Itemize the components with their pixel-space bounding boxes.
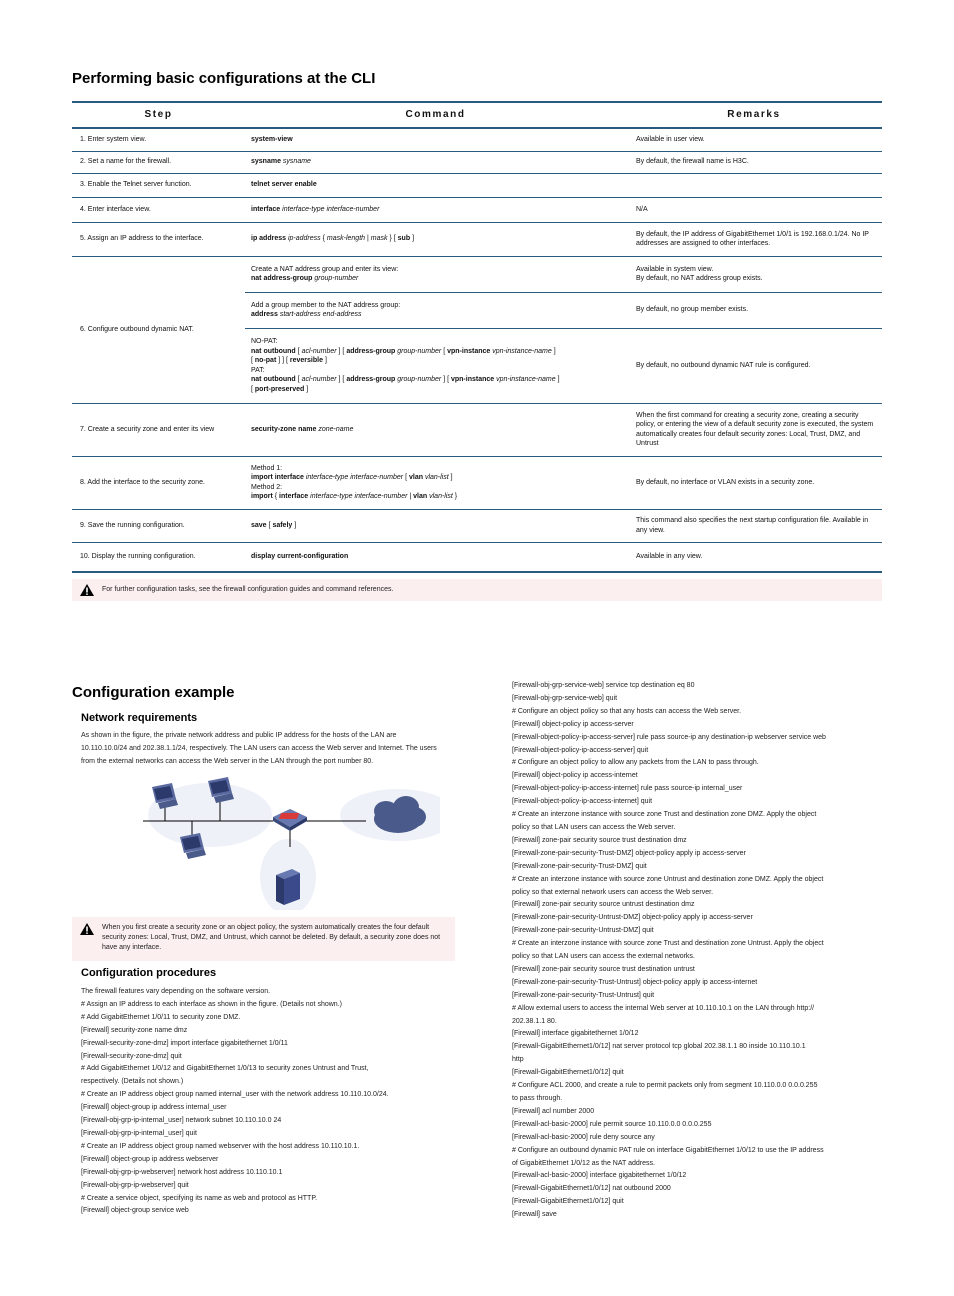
step-cell: 6. Configure outbound dynamic NAT.	[72, 256, 245, 403]
remark-cell: Available in user view.	[626, 128, 882, 151]
procedure-line: policy so that LAN users can access the Web server.	[512, 823, 676, 831]
header-step: Step	[72, 102, 245, 128]
procedure-line: [Firewall-GigabitEthernet1/0/12] quit	[512, 1198, 624, 1206]
cmd-arg: ip-address	[287, 235, 321, 243]
cmd-arg: interface-type interface-number	[282, 205, 380, 213]
table-row	[72, 222, 882, 256]
network-diagram	[140, 775, 440, 910]
firewall-icon	[273, 809, 307, 831]
cmd-arg: sysname	[282, 158, 311, 166]
section-title-example: Configuration example	[72, 684, 235, 701]
step-cell: 9. Save the running configuration.	[72, 509, 245, 542]
procedure-line: # Configure ACL 2000, and create a rule to permit packets only from segment 10.110.0.0 0.0.0.255	[512, 1082, 818, 1090]
procedure-line: respectively. (Details not shown.)	[81, 1078, 184, 1086]
step-cell: 1. Enter system view.	[72, 128, 245, 151]
procedure-line: [Firewall-object-policy-ip-access-internet] rule pass source-ip internal_user	[512, 785, 743, 793]
cmd-line: nat outbound [ acl-number ] [ address-group group-number [ vpn-instance vpn-instance-name ]	[251, 347, 556, 355]
table-row	[72, 456, 882, 509]
cmd-keyword: nat address-group	[251, 275, 313, 282]
procedure-line: [Firewall] object-group ip address internal_user	[81, 1104, 227, 1112]
header-remarks: Remarks	[626, 102, 882, 128]
procedure-line: [Firewall] acl number 2000	[512, 1107, 595, 1115]
step-cell: 7. Create a security zone and enter its view	[72, 403, 245, 456]
cmd-line: import interface interface-type interface-number [ vlan vlan-list ]	[251, 474, 453, 481]
procedure-line: The firewall features vary depending on the software version.	[81, 988, 271, 995]
remark-cell: When the first command for creating a security zone, creating a security policy, or entering the view of a default security zone is executed, the system automatically creates four default security zones: Local, Trust, DMZ, and Untrust	[626, 403, 882, 456]
procedure-line: [Firewall-obj-grp-service-web] service tcp destination eq 80	[512, 682, 695, 689]
command-cell	[245, 197, 626, 222]
cmd-arg: start-address end-address	[279, 311, 362, 318]
command-cell	[245, 222, 626, 256]
procedure-line: [Firewall-GigabitEthernet1/0/12] nat server protocol tcp global 202.38.1.1 80 inside 10.110.10.1	[512, 1043, 806, 1051]
procedure-line: [Firewall-GigabitEthernet1/0/12] quit	[512, 1069, 624, 1077]
remark-cell: By default, no interface or VLAN exists in a security zone.	[626, 456, 882, 509]
table-row	[72, 173, 882, 197]
procedure-line: of GigabitEthernet 1/0/12 as the NAT address.	[512, 1159, 655, 1167]
procedure-line: [Firewall] object-group service web	[81, 1207, 189, 1215]
warning-triangle-icon	[80, 584, 94, 596]
cmd-line: [ no-pat ] ] [ reversible ]	[251, 357, 327, 364]
table-row	[72, 542, 882, 572]
procedure-line: [Firewall-zone-pair-security-Trust-Untrust] object-policy apply ip access-internet	[512, 978, 758, 986]
procedure-line: [Firewall-obj-grp-service-web] quit	[512, 694, 618, 702]
command-cell	[245, 256, 626, 292]
cmd-desc: Add a group member to the NAT address group:	[251, 301, 401, 309]
step-cell: 4. Enter interface view.	[72, 197, 245, 222]
cmd-keyword: security-zone name	[251, 425, 317, 433]
remark-line: Available in system view.	[636, 265, 714, 273]
remark-cell: By default, the IP address of GigabitEthernet 1/0/1 is 192.168.0.1/24. No IP addresses are assigned to other interfaces.	[626, 222, 882, 256]
network-requirements-text: As shown in the figure, the private network address and public IP address for the hosts of the LAN are 10.110.10.0/24 and 202.38.1.1/24, respectively. The LAN users can access the Web server and Internet. The users from the external networks can access the Web server in the LAN through the port number 80.	[81, 732, 437, 765]
procedure-line: [Firewall-GigabitEthernet1/0/12] nat outbound 2000	[512, 1185, 671, 1193]
procedure-line: [Firewall-obj-grp-ip-webserver] quit	[81, 1181, 189, 1189]
cli-steps-table	[72, 101, 882, 573]
cmd-text: ]	[412, 235, 415, 243]
cmd-desc: NO-PAT:	[251, 338, 278, 345]
step-cell: 10. Display the running configuration.	[72, 542, 245, 572]
procedure-line: # Configure an object policy so that any hosts can access the Web server.	[512, 707, 742, 715]
cmd-text: ]	[294, 521, 297, 529]
procedure-line: [Firewall] object-policy ip access-server	[512, 720, 634, 728]
procedure-line: # Assign an IP address to each interface as shown in the figure. (Details not shown.)	[81, 1000, 342, 1008]
command-cell: display current-configuration	[245, 542, 626, 572]
procedure-line: # Create an interzone instance with source zone Trust and destination zone DMZ. Apply the object	[512, 811, 817, 819]
cmd-keyword: address	[251, 311, 278, 318]
cmd-text: } [	[389, 235, 396, 243]
cmd-arg: mask-length	[326, 235, 366, 243]
cmd-desc: Create a NAT address group and enter its view:	[251, 265, 399, 273]
remark-cell	[626, 256, 882, 292]
procedure-line: [Firewall] zone-pair security source untrust destination dmz	[512, 901, 695, 909]
procedure-line: 202.38.1.1 80.	[512, 1017, 557, 1025]
procedure-line: policy so that external network users can access the Web server.	[512, 888, 714, 896]
configuration-procedures-title: Configuration procedures	[81, 967, 217, 979]
procedure-line: [Firewall] security-zone name dmz	[81, 1026, 188, 1034]
procedure-line: # Create an IP address object group named webserver with the host address 10.110.10.1.	[81, 1142, 360, 1150]
cmd-keyword: safely	[272, 521, 293, 529]
table-row	[72, 151, 882, 173]
procedure-line: # Allow external users to access the internal Web server at 10.110.10.1 on the LAN through http://	[512, 1004, 815, 1012]
procedure-lines-right	[512, 680, 882, 1222]
procedure-line: [Firewall-object-policy-ip-access-internet] quit	[512, 798, 653, 806]
command-cell: telnet server enable	[245, 173, 626, 197]
procedure-line: [Firewall-security-zone-dmz] quit	[81, 1052, 182, 1060]
cmd-desc: Method 1:	[251, 464, 283, 472]
procedure-line: [Firewall-object-policy-ip-access-server] quit	[512, 746, 649, 754]
procedure-line: [Firewall] object-group ip address webserver	[81, 1155, 219, 1163]
command-cell	[245, 403, 626, 456]
procedure-line: [Firewall-acl-basic-2000] rule deny source any	[512, 1133, 655, 1141]
step-cell: 2. Set a name for the firewall.	[72, 151, 245, 173]
procedure-line: http	[512, 1056, 524, 1064]
cmd-desc: PAT:	[251, 366, 265, 374]
procedure-line: [Firewall-security-zone-dmz] import interface gigabitethernet 1/0/11	[81, 1039, 288, 1047]
remark-cell	[626, 173, 882, 197]
procedure-line: # Add GigabitEthernet 1/0/12 and GigabitEthernet 1/0/13 to security zones Untrust and Trust,	[81, 1065, 369, 1073]
cmd-line: [ port-preserved ]	[251, 385, 309, 393]
remark-cell: Available in any view.	[626, 542, 882, 572]
procedure-line: # Add GigabitEthernet 1/0/11 to security zone DMZ.	[81, 1013, 241, 1021]
cmd-text: |	[367, 235, 369, 243]
procedure-line: [Firewall-zone-pair-security-Untrust-DMZ] object-policy apply ip access-server	[512, 914, 753, 922]
procedure-line: # Configure an outbound dynamic PAT rule on interface GigabitEthernet 1/0/12 to use the IP address	[512, 1146, 824, 1154]
command-cell	[245, 292, 626, 328]
procedure-line: [Firewall-acl-basic-2000] rule permit source 10.110.0.0 0.0.0.255	[512, 1120, 712, 1128]
table-row	[72, 403, 882, 456]
note-box-cli	[72, 579, 882, 601]
procedure-lines-left	[81, 986, 456, 1218]
cmd-desc: Method 2:	[251, 483, 283, 491]
command-cell	[245, 328, 626, 403]
command-cell	[245, 509, 626, 542]
command-cell: system-view	[245, 128, 626, 151]
server-icon	[276, 869, 300, 905]
remark-cell: This command also specifies the next startup configuration file. Available in any view.	[626, 509, 882, 542]
procedure-line: [Firewall] save	[512, 1211, 557, 1219]
procedure-line: # Create an IP address object group named internal_user with the network address 10.110.10.0/24.	[81, 1091, 389, 1099]
cmd-arg: mask	[370, 235, 388, 243]
procedure-line: [Firewall-obj-grp-ip-internal_user] network subnet 10.110.10.0 24	[81, 1117, 282, 1125]
procedure-line: to pass through.	[512, 1095, 563, 1102]
remark-cell: N/A	[626, 197, 882, 222]
table-row	[72, 197, 882, 222]
note-text: For further configuration tasks, see the firewall configuration guides and command references.	[102, 586, 394, 593]
procedure-line: [Firewall-obj-grp-ip-webserver] network host address 10.110.10.1	[81, 1168, 283, 1176]
cmd-keyword: interface	[251, 205, 281, 213]
step-cell: 5. Assign an IP address to the interface.	[72, 222, 245, 256]
table-row	[72, 128, 882, 151]
remark-line: By default, no NAT address group exists.	[636, 275, 763, 282]
cmd-arg: zone-name	[318, 425, 354, 433]
network-requirements-title: Network requirements	[81, 712, 198, 724]
table-header-row	[72, 102, 882, 128]
cmd-line: import { interface interface-type interface-number | vlan vlan-list }	[251, 493, 458, 500]
step-cell: 8. Add the interface to the security zone.	[72, 456, 245, 509]
command-cell	[245, 151, 626, 173]
note-box-example	[72, 917, 455, 961]
cmd-keyword: save	[251, 521, 267, 529]
procedure-line: [Firewall-zone-pair-security-Trust-Untrust] quit	[512, 991, 655, 999]
command-cell	[245, 456, 626, 509]
procedure-line: [Firewall-zone-pair-security-Trust-DMZ] object-policy apply ip access-server	[512, 849, 746, 857]
header-command: Command	[245, 102, 626, 128]
step-cell: 3. Enable the Telnet server function.	[72, 173, 245, 197]
cmd-text: {	[322, 235, 325, 243]
procedure-line: [Firewall] object-policy ip access-internet	[512, 772, 638, 780]
procedure-line: [Firewall] zone-pair security source trust destination untrust	[512, 965, 695, 973]
procedure-line: # Create an interzone instance with source zone Untrust and destination zone DMZ. Apply the object	[512, 875, 824, 883]
table-row	[72, 256, 882, 292]
section-title-cli: Performing basic configurations at the CLI	[72, 70, 376, 87]
remark-cell: By default, no outbound dynamic NAT rule is configured.	[626, 328, 882, 403]
cmd-line: nat outbound [ acl-number ] [ address-group group-number ] [ vpn-instance vpn-instance-name ]	[251, 376, 560, 383]
procedure-line: policy so that LAN users can access the external networks.	[512, 953, 695, 961]
note-text: When you first create a security zone or an object policy, the system automatically creates the four default security zones: Local, Trust, DMZ, and Untrust, which cannot be deleted. By default, a security zone does not have any interface.	[102, 924, 441, 951]
cmd-arg: group-number	[314, 275, 359, 282]
procedure-line: [Firewall-zone-pair-security-Trust-DMZ] quit	[512, 862, 647, 870]
cmd-keyword: ip address	[251, 235, 287, 243]
procedure-line: [Firewall] zone-pair security source trust destination dmz	[512, 836, 687, 844]
remark-cell: By default, the firewall name is H3C.	[626, 151, 882, 173]
table-row	[72, 509, 882, 542]
remark-cell: By default, no group member exists.	[626, 292, 882, 328]
cmd-keyword: sysname	[251, 158, 281, 166]
warning-triangle-icon	[80, 923, 94, 935]
procedure-line: # Configure an object policy to allow any packets from the LAN to pass through.	[512, 759, 759, 767]
procedure-line: [Firewall-acl-basic-2000] interface gigabitethernet 1/0/12	[512, 1172, 687, 1180]
procedure-line: # Create an interzone instance with source zone Trust and destination zone Untrust. Apply the object	[512, 940, 824, 948]
procedure-line: [Firewall] interface gigabitethernet 1/0/12	[512, 1030, 639, 1038]
cmd-text: [	[268, 521, 271, 529]
procedure-line: # Create a service object, specifying its name as web and protocol as HTTP.	[81, 1194, 318, 1202]
procedure-line: [Firewall-object-policy-ip-access-server] rule pass source-ip any destination-ip webserver service web	[512, 733, 826, 741]
procedure-line: [Firewall-obj-grp-ip-internal_user] quit	[81, 1129, 197, 1137]
procedure-line: [Firewall-zone-pair-security-Untrust-DMZ] quit	[512, 927, 654, 935]
cmd-keyword: sub	[397, 235, 411, 243]
